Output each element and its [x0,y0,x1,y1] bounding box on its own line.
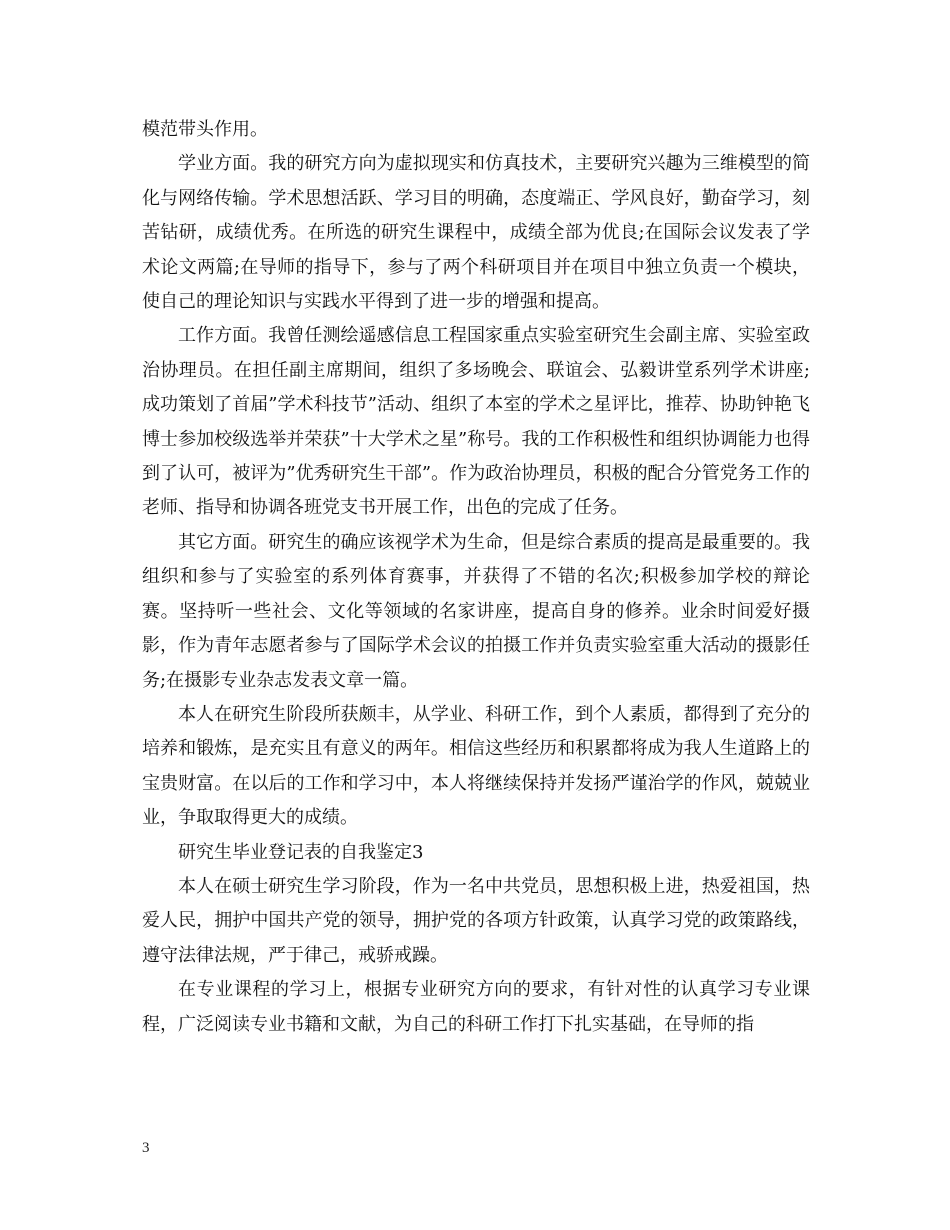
paragraph-other: 其它方面。研究生的确应该视学术为生命，但是综合素质的提高是最重要的。我组织和参与了实验室的系列体育赛事，并获得了不错的名次;积极参加学校的辩论赛。坚持听一些社会、文化等领域的名家讲座，提高自身的修养。业余时间爱好摄影，作为青年志愿者参与了国际学术会议的拍摄工作并负责实验室重大活动的摄影任务;在摄影专业杂志发表文章一篇。 [142,531,810,691]
page-number: 3 [142,1140,150,1156]
paragraph-continuation: 模范带头作用。 [142,119,268,140]
paragraph-political: 本人在硕士研究生学习阶段，作为一名中共党员，思想积极上进，热爱祖国，热爱人民，拥护中国共产党的领导，拥护党的各项方针政策，认真学习党的政策路线，遵守法律法规，严于律己，戒骄戒躁。 [142,875,810,966]
paragraph-work: 工作方面。我曾任测绘遥感信息工程国家重点实验室研究生会副主席、实验室政治协理员。在担任副主席期间，组织了多场晚会、联谊会、弘毅讲堂系列学术讲座;成功策划了首届”学术科技节”活动、组织了本室的学术之星评比，推荐、协助钟艳飞博士参加校级选举并荣获”十大学术之星”称号。我的工作积极性和组织协调能力也得到了认可，被评为”优秀研究生干部”。作为政治协理员，积极的配合分管党务工作的老师、指导和协调各班党支书开展工作，出色的完成了任务。 [142,325,810,519]
section-heading: 研究生毕业登记表的自我鉴定3 [178,841,424,863]
paragraph-coursework: 在专业课程的学习上，根据专业研究方向的要求，有针对性的认真学习专业课程，广泛阅读专业书籍和文献，为自己的科研工作打下扎实基础，在导师的指 [142,979,810,1035]
paragraph-summary: 本人在研究生阶段所获颇丰，从学业、科研工作，到个人素质，都得到了充分的培养和锻炼，是充实且有意义的两年。相信这些经历和积累都将成为我人生道路上的宝贵财富。在以后的工作和学习中，本人将继续保持并发扬严谨治学的作风，兢兢业业，争取取得更大的成绩。 [142,703,810,829]
document-body [142,113,810,1042]
paragraph-academic: 学业方面。我的研究方向为虚拟现实和仿真技术，主要研究兴趣为三维模型的简化与网络传输。学术思想活跃、学习目的明确，态度端正、学风良好，勤奋学习，刻苦钻研，成绩优秀。在所选的研究生课程中，成绩全部为优良;在国际会议发表了学术论文两篇;在导师的指导下，参与了两个科研项目并在项目中独立负责一个模块，使自己的理论知识与实践水平得到了进一步的增强和提高。 [142,153,810,313]
